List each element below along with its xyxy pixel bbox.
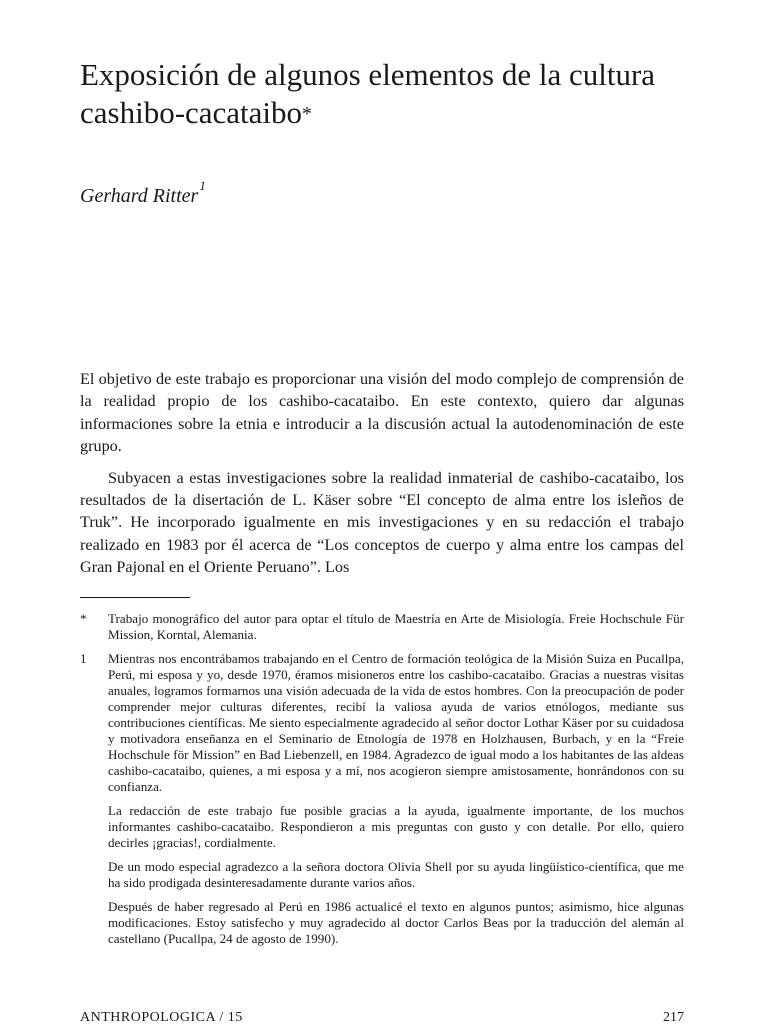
footnote-rule bbox=[80, 597, 190, 598]
footnote bbox=[80, 611, 684, 643]
footnote bbox=[80, 651, 684, 947]
running-footer: ANTHROPOLOGICA / 15 bbox=[80, 1010, 243, 1025]
title-text: Exposición de algunos elementos de la cultura cashibo-cacataibo bbox=[80, 57, 656, 130]
footnote-paragraph: Trabajo monográfico del autor para optar el título de Maestría en Arte de Misiología. Freie Hochschule Für Mission, Korntal, Alemania. bbox=[108, 611, 684, 642]
footnote-paragraph: Mientras nos encontrábamos trabajando en el Centro de formación teológica de la Misión Suiza en Pucallpa, Perú, mi esposa y yo, desde 1970, éramos misioneros entre los cashibo-cacataibo. Gracias a nuestras visitas anuales, logramos formarnos una visión adecuada de la vida de estos hombres. Con la preocupación de poder comprender mejor culturas diferentes, recibí la valiosa ayuda de varios etnólogos, mediante sus contribuciones científicas. Me siento especialmente agradecido al señor doctor Lothar Käser por su cuidadosa y motivadora enseñanza en el Seminario de Etnología de 1978 en Holzhausen, Burbach, y en la “Freie Hochschule för Mission” en Bad Liebenzell, en 1984. Agradezco de igual modo a los habitantes de las aldeas cashibo-cacataibo, quienes, a mi esposa y a mí, nos acogieron siempre amistosamente, honrándonos con su confianza. bbox=[108, 651, 684, 794]
author-line bbox=[80, 178, 206, 208]
footnote-paragraph: Después de haber regresado al Perú en 1986 actualicé el texto en algunos puntos; asimismo, hice algunas modificaciones. Estoy satisfecho y muy agradecido al doctor Carlos Beas por la traducción del alemán al castellano (Pucallpa, 24 de agosto de 1990). bbox=[108, 899, 684, 946]
body-paragraph: El objetivo de este trabajo es proporcionar una visión del modo complejo de comprensión de la realidad propio de los cashibo-cacataibo. En este contexto, quiero dar algunas informaciones sobre la etnia e introducir a la discusión actual la autodenominación de este grupo. bbox=[80, 370, 684, 456]
author-footnote-mark: 1 bbox=[199, 178, 206, 193]
footnote-mark: * bbox=[80, 611, 87, 626]
footnote-mark: 1 bbox=[80, 651, 87, 666]
footnotes bbox=[80, 611, 684, 955]
footnote-paragraph: La redacción de este trabajo fue posible gracias a la ayuda, igualmente importante, de los muchos informantes cashibo-cacataibo. Respondieron a mis preguntas con gusto y con detalle. Por ello, quiero decirles ¡gracias!, cordialmente. bbox=[108, 803, 684, 850]
body-paragraph: Subyacen a estas investigaciones sobre la realidad inmaterial de cashibo-cacataibo, los resultados de la disertación de L. Käser sobre “El concepto de alma entre los isleños de Truk”. He incorporado igualmente en mis investigaciones y en su redacción el trabajo realizado en 1983 por él acerca de “Los conceptos de cuerpo y alma entre los campas del Gran Pajonal en el Oriente Peruano”. Los bbox=[80, 468, 684, 577]
author-name: Gerhard Ritter bbox=[80, 185, 199, 207]
article-title bbox=[80, 56, 700, 133]
title-footnote-mark: * bbox=[302, 103, 313, 125]
body-text bbox=[80, 368, 684, 588]
page-number: 217 bbox=[663, 1010, 684, 1025]
footnote-paragraph: De un modo especial agradezco a la señora doctora Olivia Shell por su ayuda lingüístico-científica, que me ha sido prodigada desinteresadamente durante varios años. bbox=[108, 859, 684, 890]
